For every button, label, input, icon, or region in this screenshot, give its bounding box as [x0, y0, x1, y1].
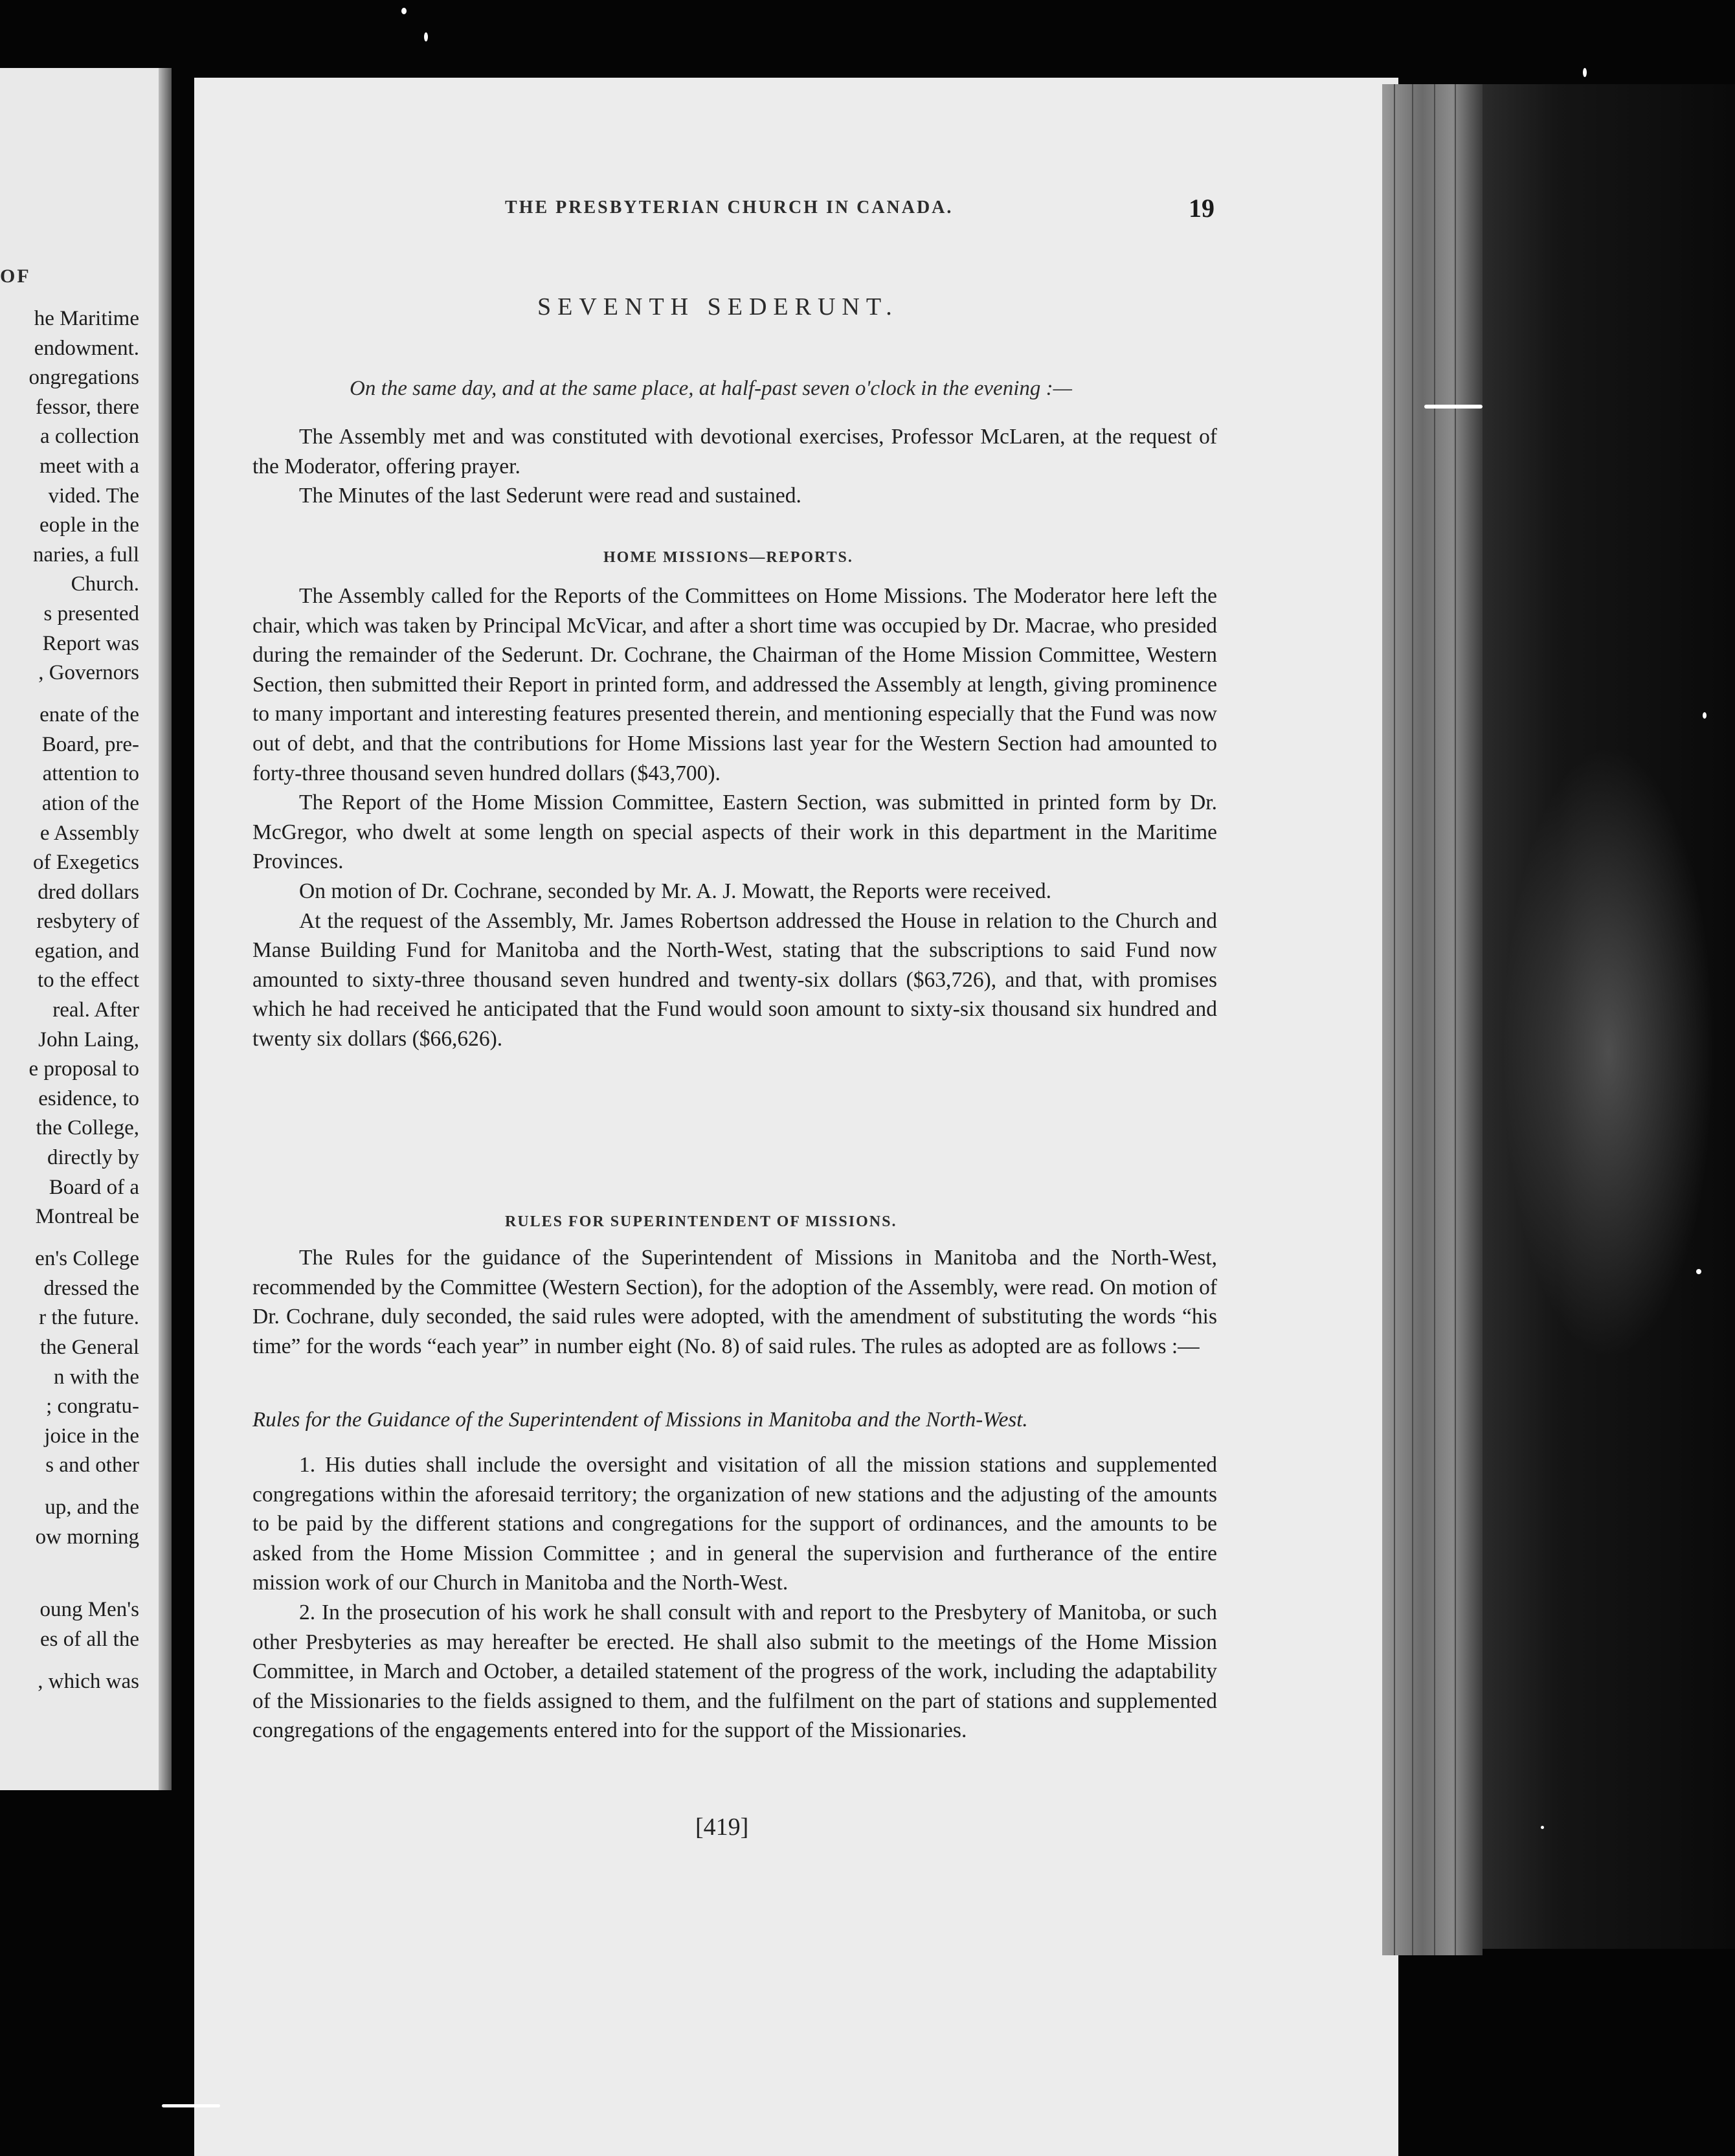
left-line: meet with a	[39, 454, 139, 478]
page-edge-stack	[1382, 84, 1483, 1955]
left-line: resbytery of	[36, 910, 139, 934]
scan-speck	[1703, 712, 1707, 719]
home-missions-body	[252, 581, 1217, 1054]
left-line: endowment.	[34, 336, 139, 360]
body-paragraph: The Assembly called for the Reports of the Committees on Home Missions. The Moderator here left the chair, which was taken by Principal McVicar, and after a short time was occupied by Dr. Macrae, who presided during the remainder of the Sederunt. Dr. Cochrane, the Chairman of the Home Mission Committee, Western Section, then submitted their Report in printed form, and addressed the Assembly at length, giving prominence to many important and interesting features presented therein, and mentioning especially that the Fund was now out of debt, and that the contributions for Home Missions last year for the Western Section had amounted to forty-three thousand seven hundred dollars ($43,700).	[252, 584, 1217, 785]
rules-title: Rules for the Guidance of the Superintendent of Missions in Manitoba and the North-West.	[252, 1408, 1028, 1432]
left-page-gutter	[159, 68, 172, 1790]
left-line: ; congratu-	[46, 1395, 139, 1419]
bracket-page-number: [419]	[695, 1814, 749, 1841]
left-line: John Laing,	[38, 1027, 139, 1051]
sederunt-title: SEVENTH SEDERUNT.	[537, 293, 899, 320]
left-line: Board, pre-	[41, 732, 139, 756]
left-line: dred dollars	[38, 880, 139, 904]
left-line: of Exegetics	[32, 851, 139, 875]
body-paragraph: The Report of the Home Mission Committee, Eastern Section, was submitted in printed form by Dr. McGregor, who dwelt at some length on special aspects of their work in this department in the Maritime Provinces.	[252, 791, 1217, 874]
left-line: joice in the	[44, 1424, 139, 1448]
intro-line: On the same day, and at the same place, at half-past seven o'clock in the evening :—	[350, 377, 1072, 400]
scan-haze	[1502, 745, 1716, 1360]
left-line: ongregations	[28, 366, 139, 390]
left-line: he Maritime	[34, 307, 139, 330]
home-missions-heading: HOME MISSIONS—REPORTS.	[603, 549, 853, 566]
left-line: en's College	[35, 1247, 139, 1271]
left-line: , Governors	[38, 661, 139, 685]
left-line: dressed the	[43, 1276, 139, 1300]
left-line: directly by	[47, 1146, 139, 1170]
rules-list	[252, 1450, 1217, 1746]
running-head: THE PRESBYTERIAN CHURCH IN CANADA.	[505, 197, 954, 218]
left-line: Montreal be	[35, 1205, 139, 1229]
left-line: up, and the	[45, 1496, 139, 1520]
left-line: attention to	[42, 762, 139, 786]
rules-heading: RULES FOR SUPERINTENDENT OF MISSIONS.	[505, 1213, 897, 1230]
left-line: e proposal to	[28, 1057, 139, 1081]
left-line: eople in the	[39, 513, 139, 537]
left-line: fessor, there	[36, 395, 139, 419]
left-line: Report was	[42, 631, 139, 655]
rule-item: 2. In the prosecution of his work he shall consult with and report to the Presbytery of Manitoba, or such other Presbyteries as may hereafter be erected. He shall also submit to the meetings of the Home Mission Committee, in March and October, a detailed statement of the progress of the work, including the adaptability of the Missionaries to the fields assigned to them, and the fulfilment on the part of stations and supplemented congregations of the engagements entered into for the support of the Missionaries.	[252, 1600, 1217, 1743]
left-line: n with the	[54, 1365, 139, 1389]
left-line: to the effect	[38, 969, 139, 993]
left-line: esidence, to	[38, 1086, 139, 1110]
left-line: real. After	[52, 998, 139, 1022]
left-line: ation of the	[41, 791, 139, 815]
left-page-header-fragment: OF	[0, 265, 31, 287]
body-paragraph: At the request of the Assembly, Mr. James Robertson addressed the House in relation to the Church and Manse Building Fund for Manitoba and the North-West, stating that the subscriptions to said Fund now amounted to sixty-three thousand seven hundred and twenty-six dollars ($63,726), and that, with promises which he had received he anticipated that the Fund would soon amount to sixty-six thousand six hundred and twenty six dollars ($66,626).	[252, 908, 1217, 1051]
left-line: s presented	[43, 601, 139, 625]
left-line: oung Men's	[39, 1597, 139, 1621]
scan-speck	[162, 2104, 220, 2107]
scan-speck	[1583, 68, 1587, 77]
scan-speck	[424, 32, 428, 41]
left-line: the College,	[36, 1116, 139, 1140]
page-number: 19	[1189, 194, 1214, 223]
opening-paragraphs	[252, 422, 1217, 511]
body-paragraph: The Rules for the guidance of the Superintendent of Missions in Manitoba and the North-West, recommended by the Committee (Western Section), for the adoption of the Assembly, were read. On motion of Dr. Cochrane, duly seconded, the said rules were adopted, with the amendment of substituting the words “his time” for the words “each year” in number eight (No. 8) of said rules. The rules as adopted are as follows :—	[252, 1246, 1217, 1358]
left-line: Board of a	[49, 1175, 139, 1199]
opening-paragraph: The Assembly met and was constituted with devotional exercises, Professor McLaren, at the request of the Moderator, offering prayer.	[252, 425, 1217, 478]
left-line: es of all the	[39, 1627, 139, 1651]
scan-speck	[1541, 1826, 1544, 1829]
scan-speck	[401, 8, 407, 14]
left-line: , which was	[38, 1669, 139, 1693]
left-line: s and other	[45, 1454, 139, 1477]
left-line: Church.	[71, 572, 139, 596]
rule-item: 1. His duties shall include the oversight and visitation of all the mission stations and supplemented congregations within the aforesaid territory; the organization of new stations and the adjusting of the amounts to be paid by the different stations and congregations for the support of ordinances, and the amounts to be asked from the Home Mission Committee ; and in general the supervision and furtherance of the entire mission work of our Church in Manitoba and the North-West.	[252, 1453, 1217, 1595]
body-paragraph: On motion of Dr. Cochrane, seconded by Mr. A. J. Mowatt, the Reports were received.	[299, 879, 1051, 903]
left-line: ow morning	[35, 1525, 139, 1549]
left-line: r the future.	[39, 1306, 139, 1330]
left-line: naries, a full	[32, 543, 139, 567]
left-line: vided. The	[48, 484, 139, 508]
opening-paragraph: The Minutes of the last Sederunt were read and sustained.	[299, 484, 801, 508]
scan-speck	[1696, 1269, 1701, 1274]
left-page-text	[0, 304, 139, 1696]
left-line: egation, and	[34, 939, 139, 963]
rules-intro	[252, 1243, 1217, 1361]
left-line: enate of the	[39, 703, 139, 727]
left-line: a collection	[39, 425, 139, 449]
left-facing-page	[0, 68, 172, 1790]
left-line: the General	[40, 1336, 139, 1359]
left-line: e Assembly	[39, 821, 139, 845]
scan-speck	[1424, 405, 1483, 409]
